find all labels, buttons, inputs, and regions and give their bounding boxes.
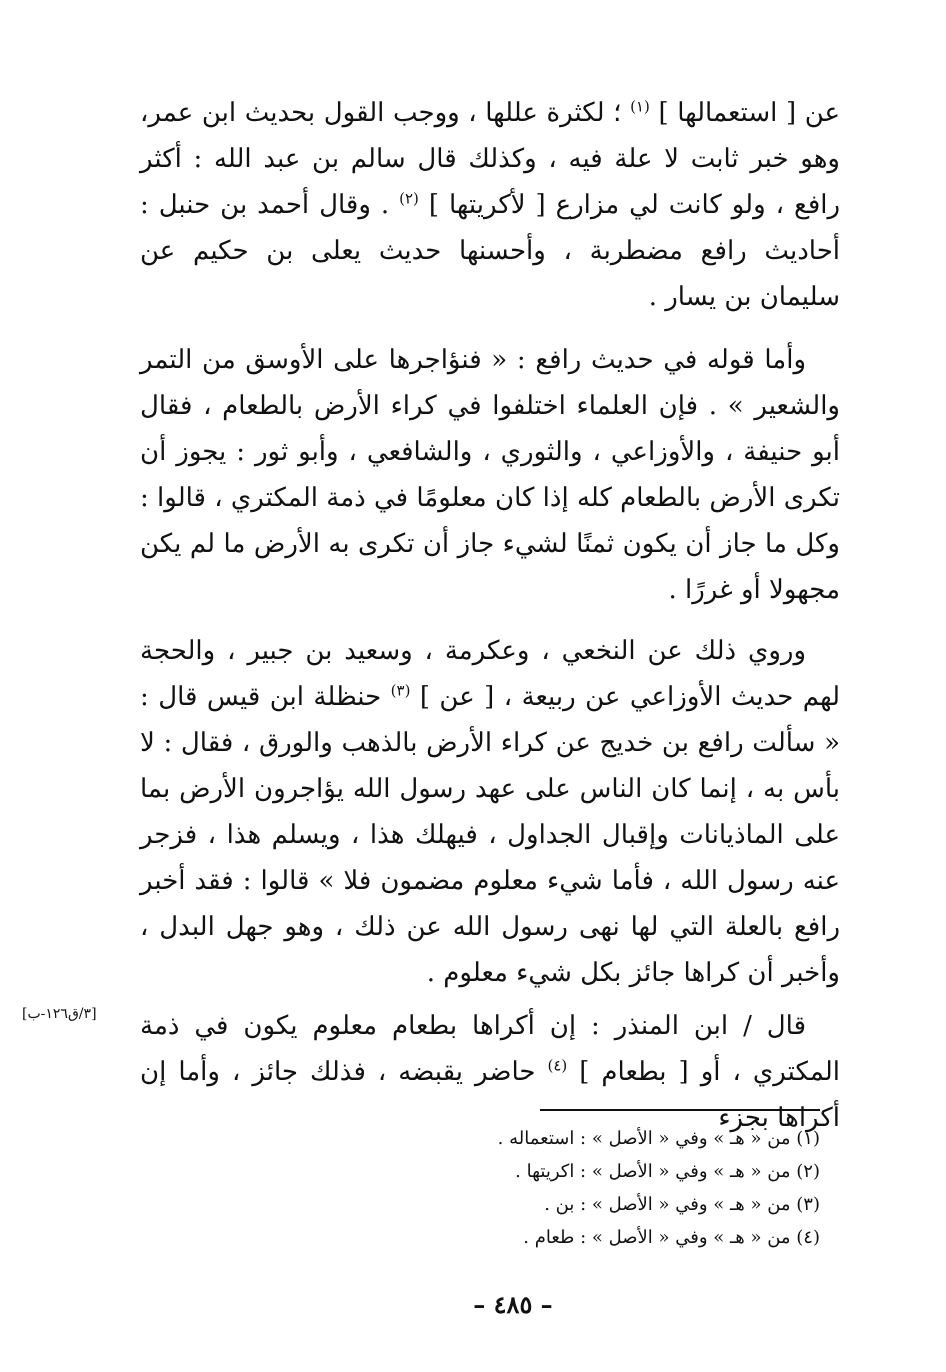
paragraph-1-text-a: عن [ استعمالها ]	[658, 98, 841, 128]
footnote-divider	[540, 1109, 820, 1111]
paragraph-2	[140, 337, 840, 613]
footnote-ref-3: (٣)	[390, 681, 411, 700]
paragraph-3	[140, 628, 840, 996]
footnote-2: (٢) من « هـ » وفي « الأصل » : اكريتها .	[515, 1161, 820, 1182]
footnote-ref-2: (٢)	[399, 189, 419, 208]
paragraph-4	[140, 1003, 840, 1141]
manuscript-folio-note: [٣/ق١٢٦-ب]	[22, 1006, 97, 1022]
footnotes-list	[300, 1122, 820, 1254]
paragraph-4-text-b: حاضر يقبضه ، فذلك جائز ، وأما إن أكراها بجزء	[140, 1057, 840, 1133]
footnote-ref-4: (٤)	[547, 1056, 568, 1075]
footnote-4: (٤) من « هـ » وفي « الأصل » : طعام .	[523, 1227, 820, 1248]
paragraph-1-text-b: ؛ لكثرة عللها ، ووجب القول بحديث ابن عمر، وهو خبر ثابت لا علة فيه ، وكذلك قال سالم بن عبد الله : أكثر رافع ، ولو كانت لي مزارع [ لأكريتها ]	[140, 98, 841, 220]
paragraph-4-text-a: قال / ابن المنذر : إن أكراها بطعام معلوم يكون في ذمة المكتري ، أو [ بطعام ]	[140, 1011, 840, 1087]
paragraph-3-text-a: وروي ذلك عن النخعي ، وعكرمة ، وسعيد بن جبير ، والحجة لهم حديث الأوزاعي عن ربيعة ، [ عن ]	[140, 636, 841, 712]
paragraph-3-text-b: حنظلة ابن قيس قال : « سألت رافع بن خديج عن كراء الأرض بالذهب والورق ، فقال : لا بأس به ، إنما كان الناس على عهد رسول الله يؤاجرون الأرض بما على الماذيانات وإقبال الجداول ، فيهلك هذا ، ويسلم هذا ، فزجر عنه رسول الله ، فأما شيء معلوم مضمون فلا » قالوا : فقد أخبر رافع بالعلة التي لها نهى رسول الله عن ذلك ، وهو جهل البدل ، وأخبر أن كراها جائز بكل شيء معلوم .	[140, 682, 840, 988]
paragraph-1	[140, 90, 840, 320]
footnote-1: (١) من « هـ » وفي « الأصل » : استعماله .	[497, 1128, 820, 1149]
footnote-3: (٣) من « هـ » وفي « الأصل » : بن .	[544, 1194, 820, 1215]
footnote-ref-1: (١)	[630, 97, 650, 116]
page-number: – ٤٨٥ –	[473, 1290, 553, 1319]
paragraph-1-text-c: . وقال أحمد بن حنبل : أحاديث رافع مضطربة ، وأحسنها حديث يعلى بن حكيم عن سليمان بن يسار .	[140, 190, 840, 312]
paragraph-2-text: وأما قوله في حديث رافع : « فنؤاجرها على الأوسق من التمر والشعير » . فإن العلماء اختلفوا في كراء الأرض بالطعام ، فقال أبو حنيفة ، والأوزاعي ، والثوري ، والشافعي ، وأبو ثور : يجوز أن تكرى الأرض بالطعام كله إذا كان معلومًا في ذمة المكتري ، قالوا : وكل ما جاز أن يكون ثمنًا لشيء جاز أن تكرى به الأرض ما لم يكن مجهولا أو غررًا .	[140, 345, 840, 605]
